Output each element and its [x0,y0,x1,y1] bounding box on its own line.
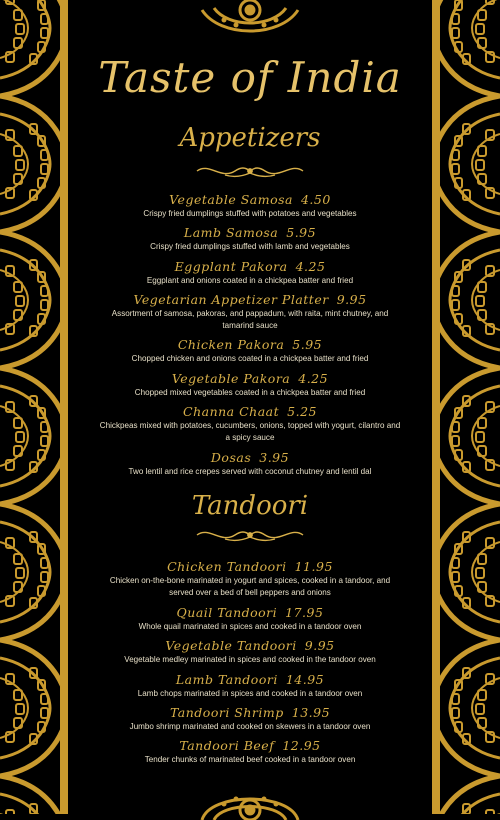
item-price: 9.95 [336,292,367,307]
item-description: Chickpeas mixed with potatoes, cucumbers, onions, topped with yogurt, cilantro and a spicy sauce [99,420,401,442]
item-price: 5.25 [287,404,317,419]
item-description: Chicken on-the-bone marinated in yogurt and spices, cooked in a tandoor, and served over a bed of bell peppers and onions [109,575,391,597]
item-name: Vegetable Tandoori [165,638,297,653]
right-ornamental-border [432,0,500,814]
item-description: Two lentil and rice crepes served with coconut chutney and lentil dal [128,466,372,476]
item-name: Chicken Tandoori [167,559,287,574]
item-name: Dosas [210,450,252,465]
menu-item [88,705,412,732]
item-description: Whole quail marinated in spices and cooked in a tandoor oven [138,621,362,631]
item-price: 3.95 [259,450,290,465]
item-price: 5.95 [286,225,317,240]
menu-title: Taste of India [98,53,402,102]
menu-item [88,404,412,443]
menu-item [88,450,412,477]
item-price: 13.95 [291,705,331,720]
item-name: Tandoori Beef [179,738,275,753]
item-description: Chopped chicken and onions coated in a chickpea batter and fried [131,353,369,363]
item-price: 5.95 [292,337,323,352]
item-name: Vegetable Samosa [169,192,293,207]
menu-item [88,292,412,331]
item-price: 4.25 [298,371,329,386]
item-name: Lamb Tandoori [175,672,278,687]
menu-item [88,559,412,598]
menu-item [88,259,412,286]
item-name: Channa Chaat [183,404,280,419]
item-name: Vegetable Pakora [171,371,291,386]
mandala-medallion-icon [200,0,300,34]
section-title-tandoori: Tandoori [191,491,309,521]
item-price: 9.95 [304,638,335,653]
mandala-medallion-icon [200,780,300,820]
item-name: Lamb Samosa [183,225,279,240]
menu-item [88,638,412,665]
item-description: Vegetable medley marinated in spices and cooked in the tandoor oven [124,654,376,664]
item-description: Crispy fried dumplings stuffed with lamb and vegetables [150,241,350,251]
item-name: Tandoori Shrimp [169,705,284,720]
item-description: Chopped mixed vegetables coated in a chickpea batter and fried [134,387,366,397]
item-description: Crispy fried dumplings stuffed with potatoes and vegetables [143,208,357,218]
item-description: Tender chunks of marinated beef cooked in a tandoor oven [144,754,356,764]
left-ornamental-border [0,0,68,814]
item-price: 4.25 [295,259,326,274]
item-name: Vegetarian Appetizer Platter [133,292,329,307]
item-description: Eggplant and onions coated in a chickpea batter and fried [146,275,354,285]
menu-item [88,337,412,364]
menu-item [88,605,412,632]
item-price: 11.95 [294,559,333,574]
flourish-divider-icon [195,162,305,180]
item-description: Assortment of samosa, pakoras, and pappadum, with raita, mint chutney, and tamarind sauce [111,308,389,330]
menu-item [88,672,412,699]
item-name: Chicken Pakora [177,337,285,352]
item-price: 12.95 [282,738,321,753]
item-price: 14.95 [285,672,325,687]
section-title-appetizers: Appetizers [179,123,321,153]
menu-item [88,192,412,219]
menu-item [88,738,412,765]
flourish-divider-icon [195,526,305,544]
item-price: 17.95 [285,605,324,620]
menu-item [88,371,412,398]
item-description: Lamb chops marinated in spices and cooked in a tandoor oven [137,688,363,698]
item-price: 4.50 [300,192,331,207]
item-name: Quail Tandoori [176,605,278,620]
menu-item [88,225,412,252]
item-name: Eggplant Pakora [174,259,288,274]
item-description: Jumbo shrimp marinated and cooked on skewers in a tandoor oven [129,721,371,731]
